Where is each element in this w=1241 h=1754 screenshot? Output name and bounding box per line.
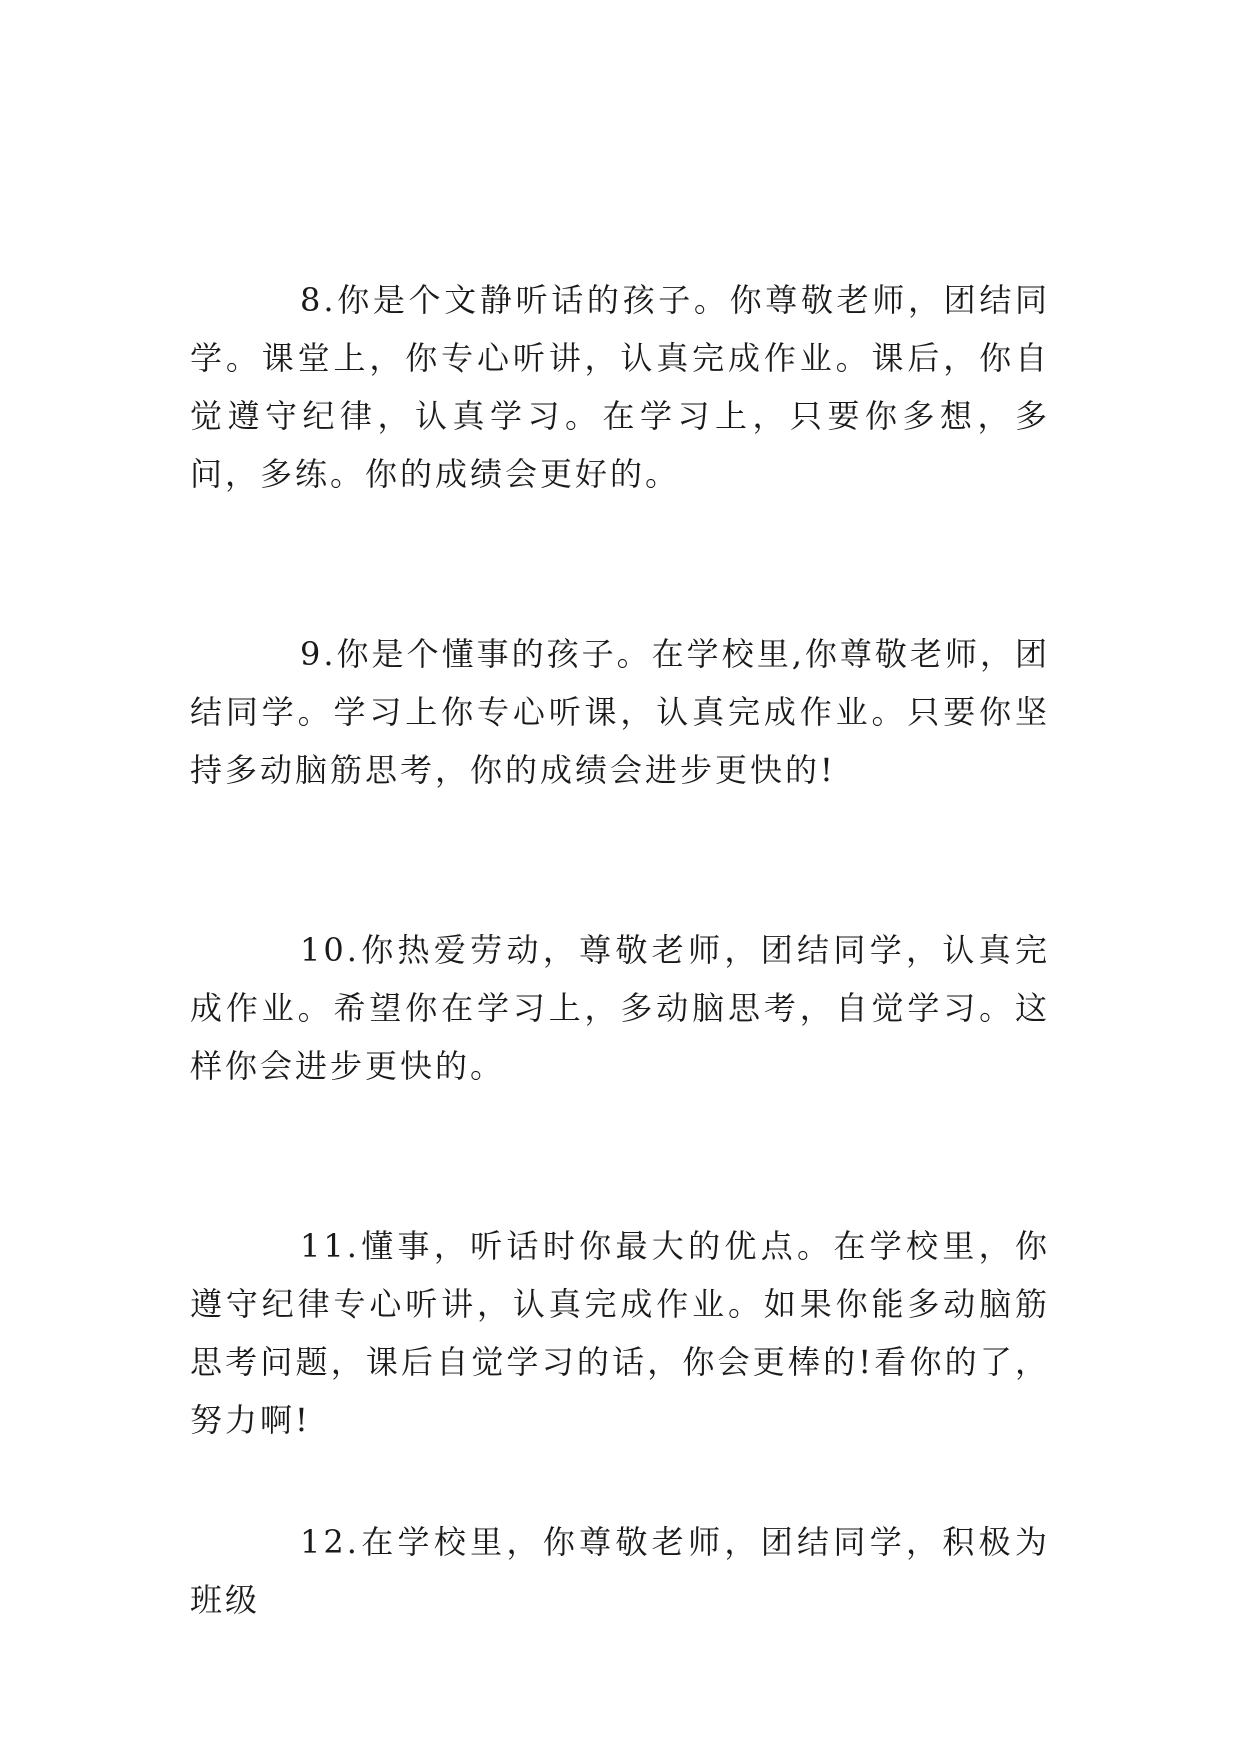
comment-paragraph-9: 9.你是个懂事的孩子。在学校里,你尊敬老师，团结同学。学习上你专心听课，认真完成作业。只要你坚持多动脑筋思考，你的成绩会进步更快的! bbox=[190, 635, 1050, 789]
comment-paragraph-8: 8.你是个文静听话的孩子。你尊敬老师，团结同学。课堂上，你专心听讲，认真完成作业。课后，你自觉遵守纪律，认真学习。在学习上，只要你多想，多问，多练。你的成绩会更好的。 bbox=[190, 281, 1050, 493]
comment-paragraph-11: 11.懂事，听话时你最大的优点。在学校里，你遵守纪律专心听讲，认真完成作业。如果你能多动脑筋思考问题，课后自觉学习的话，你会更棒的!看你的了，努力啊! bbox=[190, 1227, 1050, 1439]
comment-paragraph-10: 10.你热爱劳动，尊敬老师，团结同学，认真完成作业。希望你在学习上，多动脑思考，自觉学习。这样你会进步更快的。 bbox=[190, 931, 1050, 1085]
comment-paragraph-12: 12.在学校里，你尊敬老师，团结同学，积极为班级 bbox=[190, 1523, 1050, 1619]
